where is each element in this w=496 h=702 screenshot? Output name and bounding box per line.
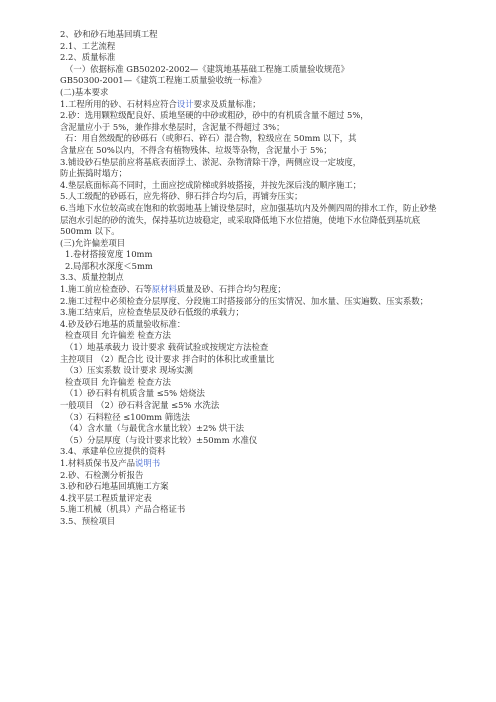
raw-material-link[interactable]: 原材料: [151, 284, 177, 295]
table-row-line: （5）分层厚度（与设计要求比较）±50mm 水准仪: [65, 434, 258, 445]
subsection-heading: 2.1、工艺流程: [60, 40, 116, 51]
paragraph: 6.当地下水位较高或在饱和的软弱地基上铺设垫层时，应加强基坑内及外侧四周的排水工作，防止砂垫层泡水引起的砂的流失，保持基坑边坡稳定，或采取降低地下水位措施，使地下水位降低到基坑底 500mm 以下。: [60, 202, 437, 237]
paragraph-line: 2.砂、石检测分析报告: [60, 469, 144, 480]
paragraph-line: [60, 99, 438, 111]
paragraph-line: [60, 458, 438, 470]
paragraph-line: 含量应在 50%以内，不得含有植物残体、垃圾等杂物，含泥量小于 5%；: [60, 144, 332, 155]
table-row-line: （1）地基承载力 设计要求 载荷试验或按规定方法检查: [65, 342, 269, 353]
text-span: 要求及质量标准；: [193, 98, 261, 109]
paragraph-line: 防止振捣时塌方；: [60, 168, 127, 179]
paragraph-line: 石：用自然级配的砂砾石（或卵石、碎石）混合物，粒级应在 50mm 以下，其: [65, 133, 357, 144]
subsection-heading: 2.2、质量标准: [60, 52, 116, 63]
paragraph-line: [60, 284, 438, 296]
paragraph-line: 2.砂：选用颗粒级配良好、质地坚硬的中砂或粗砂，砂中的有机质含量不超过 5%，: [60, 110, 369, 121]
paragraph-line: 4.砂及砂石地基的质量验收标准：: [60, 318, 186, 329]
text-span: 质量及砂、石拌合均匀程度；: [176, 284, 286, 295]
paragraph-line: 2.局部积水深度＜5mm: [65, 260, 153, 271]
section-heading: 2、砂和砂石地基回填工程: [60, 29, 158, 39]
design-link[interactable]: 设计: [176, 98, 194, 109]
table-row-line: 主控项目 （2）配合比 设计要求 拌合时的体积比或重量比: [60, 353, 275, 364]
table-row-line: （3）石料粒径 ≤100mm 筛选法: [65, 411, 190, 422]
table-row-line: 一般项目 （2）砂石料含泥量 ≤5% 水洗法: [60, 400, 220, 410]
manual-link[interactable]: 说明书: [135, 457, 161, 468]
subsection-heading: 3.5、预检项目: [60, 515, 116, 526]
paragraph: 2.施工过程中必须检查分层厚度、分段施工时搭接部分的压实情况、加水量、压实遍数、压实系数；: [60, 295, 429, 306]
subsection-heading: 3.4、承建单位应提供的资料: [60, 446, 166, 457]
paragraph-line: 1.卷材搭接宽度 10mm: [65, 249, 153, 260]
text-span: 1.施工前应检查砂、石等: [60, 284, 152, 295]
table-row-line: （3）压实系数 设计要求 现场实测: [65, 365, 193, 376]
paragraph-line: GB50300-2001—《建筑工程施工质量验收统一标准》: [60, 75, 267, 86]
paragraph-line: 3.施工结束后，应检查垫层及砂石低级的承载力；: [60, 307, 244, 318]
paragraph-line: 4.找平层工程质量评定表: [60, 492, 152, 503]
table-header-line: 检查项目 允许偏差 检查方法: [65, 330, 171, 341]
table-header-line: 检查项目 允许偏差 检查方法: [65, 376, 171, 387]
table-row-line: （4）含水量（与最优含水量比较）±2% 烘干法: [65, 423, 245, 434]
paragraph-line: 5.施工机械（机具）产品合格证书: [60, 504, 186, 515]
paragraph-line: （一）依据标准 GB50202-2002—《建筑地基基础工程施工质量验收规范》: [65, 63, 350, 74]
paragraph-line: 3.铺设砂石垫层前应将基底表面浮土、淤泥、杂物清除干净，两侧应设一定坡度，: [60, 156, 362, 167]
subsection-heading: 3.3、质量控制点: [60, 272, 124, 283]
paragraph-line: 4.垫层底面标高不同时，土面应挖成阶梯或斜坡搭接，并按先深后浅的顺序施工；: [60, 179, 362, 190]
text-span: 1.工程所用的砂、石材料应符合: [60, 98, 177, 109]
text-span: 1.材料质保书及产品: [60, 457, 135, 468]
paragraph-line: 含泥量应小于 5%，兼作排水垫层时，含泥量不得超过 3%；: [60, 121, 285, 132]
table-row-line: （1）砂石料有机质含量 ≤5% 焙烧法: [65, 388, 205, 399]
subsection-heading: (二)基本要求: [60, 86, 109, 97]
paragraph-line: 3.砂和砂石地基回填施工方案: [60, 481, 169, 492]
subsection-heading: (三)允许偏差项目: [60, 237, 126, 248]
paragraph-line: 5.人工级配的砂砾石，应先将砂、卵石拌合均匀后，再铺夯压实；: [60, 191, 303, 202]
